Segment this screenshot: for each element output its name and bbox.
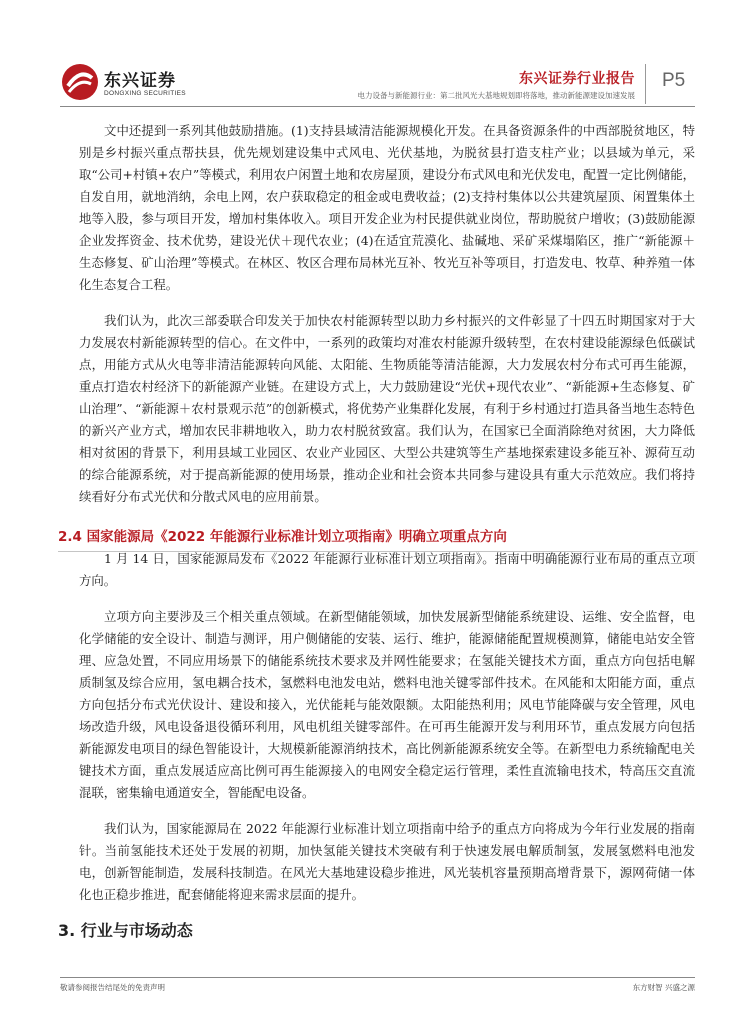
report-title: 东兴证券行业报告 bbox=[519, 71, 635, 87]
footer-rule bbox=[60, 977, 695, 978]
header-divider bbox=[645, 64, 646, 104]
paragraph: 我们认为，此次三部委联合印发关于加快农村能源转型以助力乡村振兴的文件彰显了十四五时期国家对于大力发展农村新能源转型的信心。在文件中，一系列的政策均对准农村能源升级转型，在农村建设能源绿色低碳试点，用能方式从火电等非清洁能源转向风能、太阳能、生物质能等清洁能源，大力发展农村分布式可再生能源，重点打造农村经济下的新能源产业链。在建设方式上，大力鼓励建设“光伏+现代农业”、“新能源+生态修复、矿山治理”、“新能源＋农村景观示范”的创新模式，将优势产业集群化发展，有利于乡村通过打造具备当地生态特色的新兴产业方式，增加农民非耕地收入，助力农村脱贫致富。我们认为，在国家已全面消除绝对贫困，大力降低相对贫困的背景下，利用县域工业园区、农业产业园区、大型公共建筑等生产基地探索建设多能互补、源荷互动的综合能源系统，对于提高新能源的使用场景，推动企业和社会资本共同参与建设具有重大示范效应。我们将持续看好分布式光伏和分散式风电的应用前景。 bbox=[79, 313, 695, 504]
page-header bbox=[0, 0, 755, 110]
page-number: P5 bbox=[662, 70, 686, 91]
section-heading-3: 3. 行业与市场动态 bbox=[58, 921, 193, 940]
logo-english-name: DONGXING SECURITIES bbox=[104, 90, 186, 97]
paragraph: 我们认为，国家能源局在 2022 年能源行业标准计划立项指南中给予的重点方向将成为今年行业发展的指南针。当前氢能技术还处于发展的初期，加快氢能关键技术突破有利于快速发展电解质制氢，发展氢燃料电池发电，创新智能制造，发展科技制造。在风光大基地建设稳步推进，风光装机容量预期高增背景下，源网荷储一体化也正稳步推进，配套储能将迎来需求层面的提升。 bbox=[79, 821, 695, 902]
section-heading-2-4: 2.4 国家能源局《2022 年能源行业标准计划立项指南》明确立项重点方向 bbox=[58, 525, 698, 552]
section-2-3-body bbox=[79, 120, 695, 522]
paragraph: 文中还提到一系列其他鼓励措施。(1)支持县域清洁能源规模化开发。在具备资源条件的中西部脱贫地区，特别是乡村振兴重点帮扶县，优先规划建设集中式风电、光伏基地，为脱贫县打造支柱产业；以县域为单元，采取“公司+村镇+农户”等模式，利用农户闲置土地和农房屋顶，建设分布式风电和光伏发电，配置一定比例储能，自发自用，就地消纳，余电上网，农户获取稳定的租金或电费收益；(2)支持村集体以公共建筑屋顶、闲置集体土地等入股，参与项目开发，增加村集体收入。项目开发企业为村民提供就业岗位，帮助脱贫户增收；(3)鼓励能源企业发挥资金、技术优势，建设光伏＋现代农业；(4)在适宜荒漠化、盐碱地、采矿采煤塌陷区，推广“新能源＋生态修复、矿山治理”等模式。在林区、牧区合理布局林光互补、牧光互补等项目，打造发电、牧草、种养殖一体化生态复合工程。 bbox=[79, 123, 695, 292]
section-2-4-body bbox=[79, 548, 695, 920]
footer-disclaimer: 敬请参阅报告结尾处的免责声明 bbox=[60, 983, 165, 992]
paragraph: 立项方向主要涉及三个相关重点领域。在新型储能领域，加快发展新型储能系统建设、运维、安全监督，电化学储能的安全设计、制造与测评，用户侧储能的安装、运行、维护，能源储能配置规模测算，储能电站安全管理、应急处置，不同应用场景下的储能系统技术要求及并网性能要求；在氢能关键技术方面，重点方向包括电解质制氢及综合应用，氢电耦合技术，氢燃料电池发电站，燃料电池关键零部件技术。在风能和太阳能方面，重点方向包括分布式光伏设计、建设和接入，光伏能耗与能效限额。太阳能热利用；风电节能降碳与安全管理，风电场改造升级，风电设备退役循环利用，风电机组关键零部件。在可再生能源开发与利用环节，重点发展方向包括新能源发电项目的绿色智能设计，大规模新能源消纳技术，高比例新能源系统安全等。在新型电力系统输配电关键技术方面，重点发展适应高比例可再生能源接入的电网安全稳定运行管理，柔性直流输电技术，特高压交直流混联，密集输电通道安全，智能配电设备。 bbox=[79, 609, 695, 800]
paragraph: 1 月 14 日，国家能源局发布《2022 年能源行业标准计划立项指南》。指南中明确能源行业布局的重点立项方向。 bbox=[79, 551, 695, 588]
logo-chinese-name: 东兴证券 bbox=[104, 71, 176, 91]
company-logo bbox=[60, 62, 190, 106]
logo-mark-icon bbox=[60, 62, 100, 102]
footer-slogan: 东方财智 兴盛之源 bbox=[632, 983, 695, 992]
report-subtitle: 电力设备与新能源行业：第二批风光大基地规划即将落地，推动新能源建设加速发展 bbox=[357, 91, 635, 100]
header-rule bbox=[60, 106, 695, 107]
